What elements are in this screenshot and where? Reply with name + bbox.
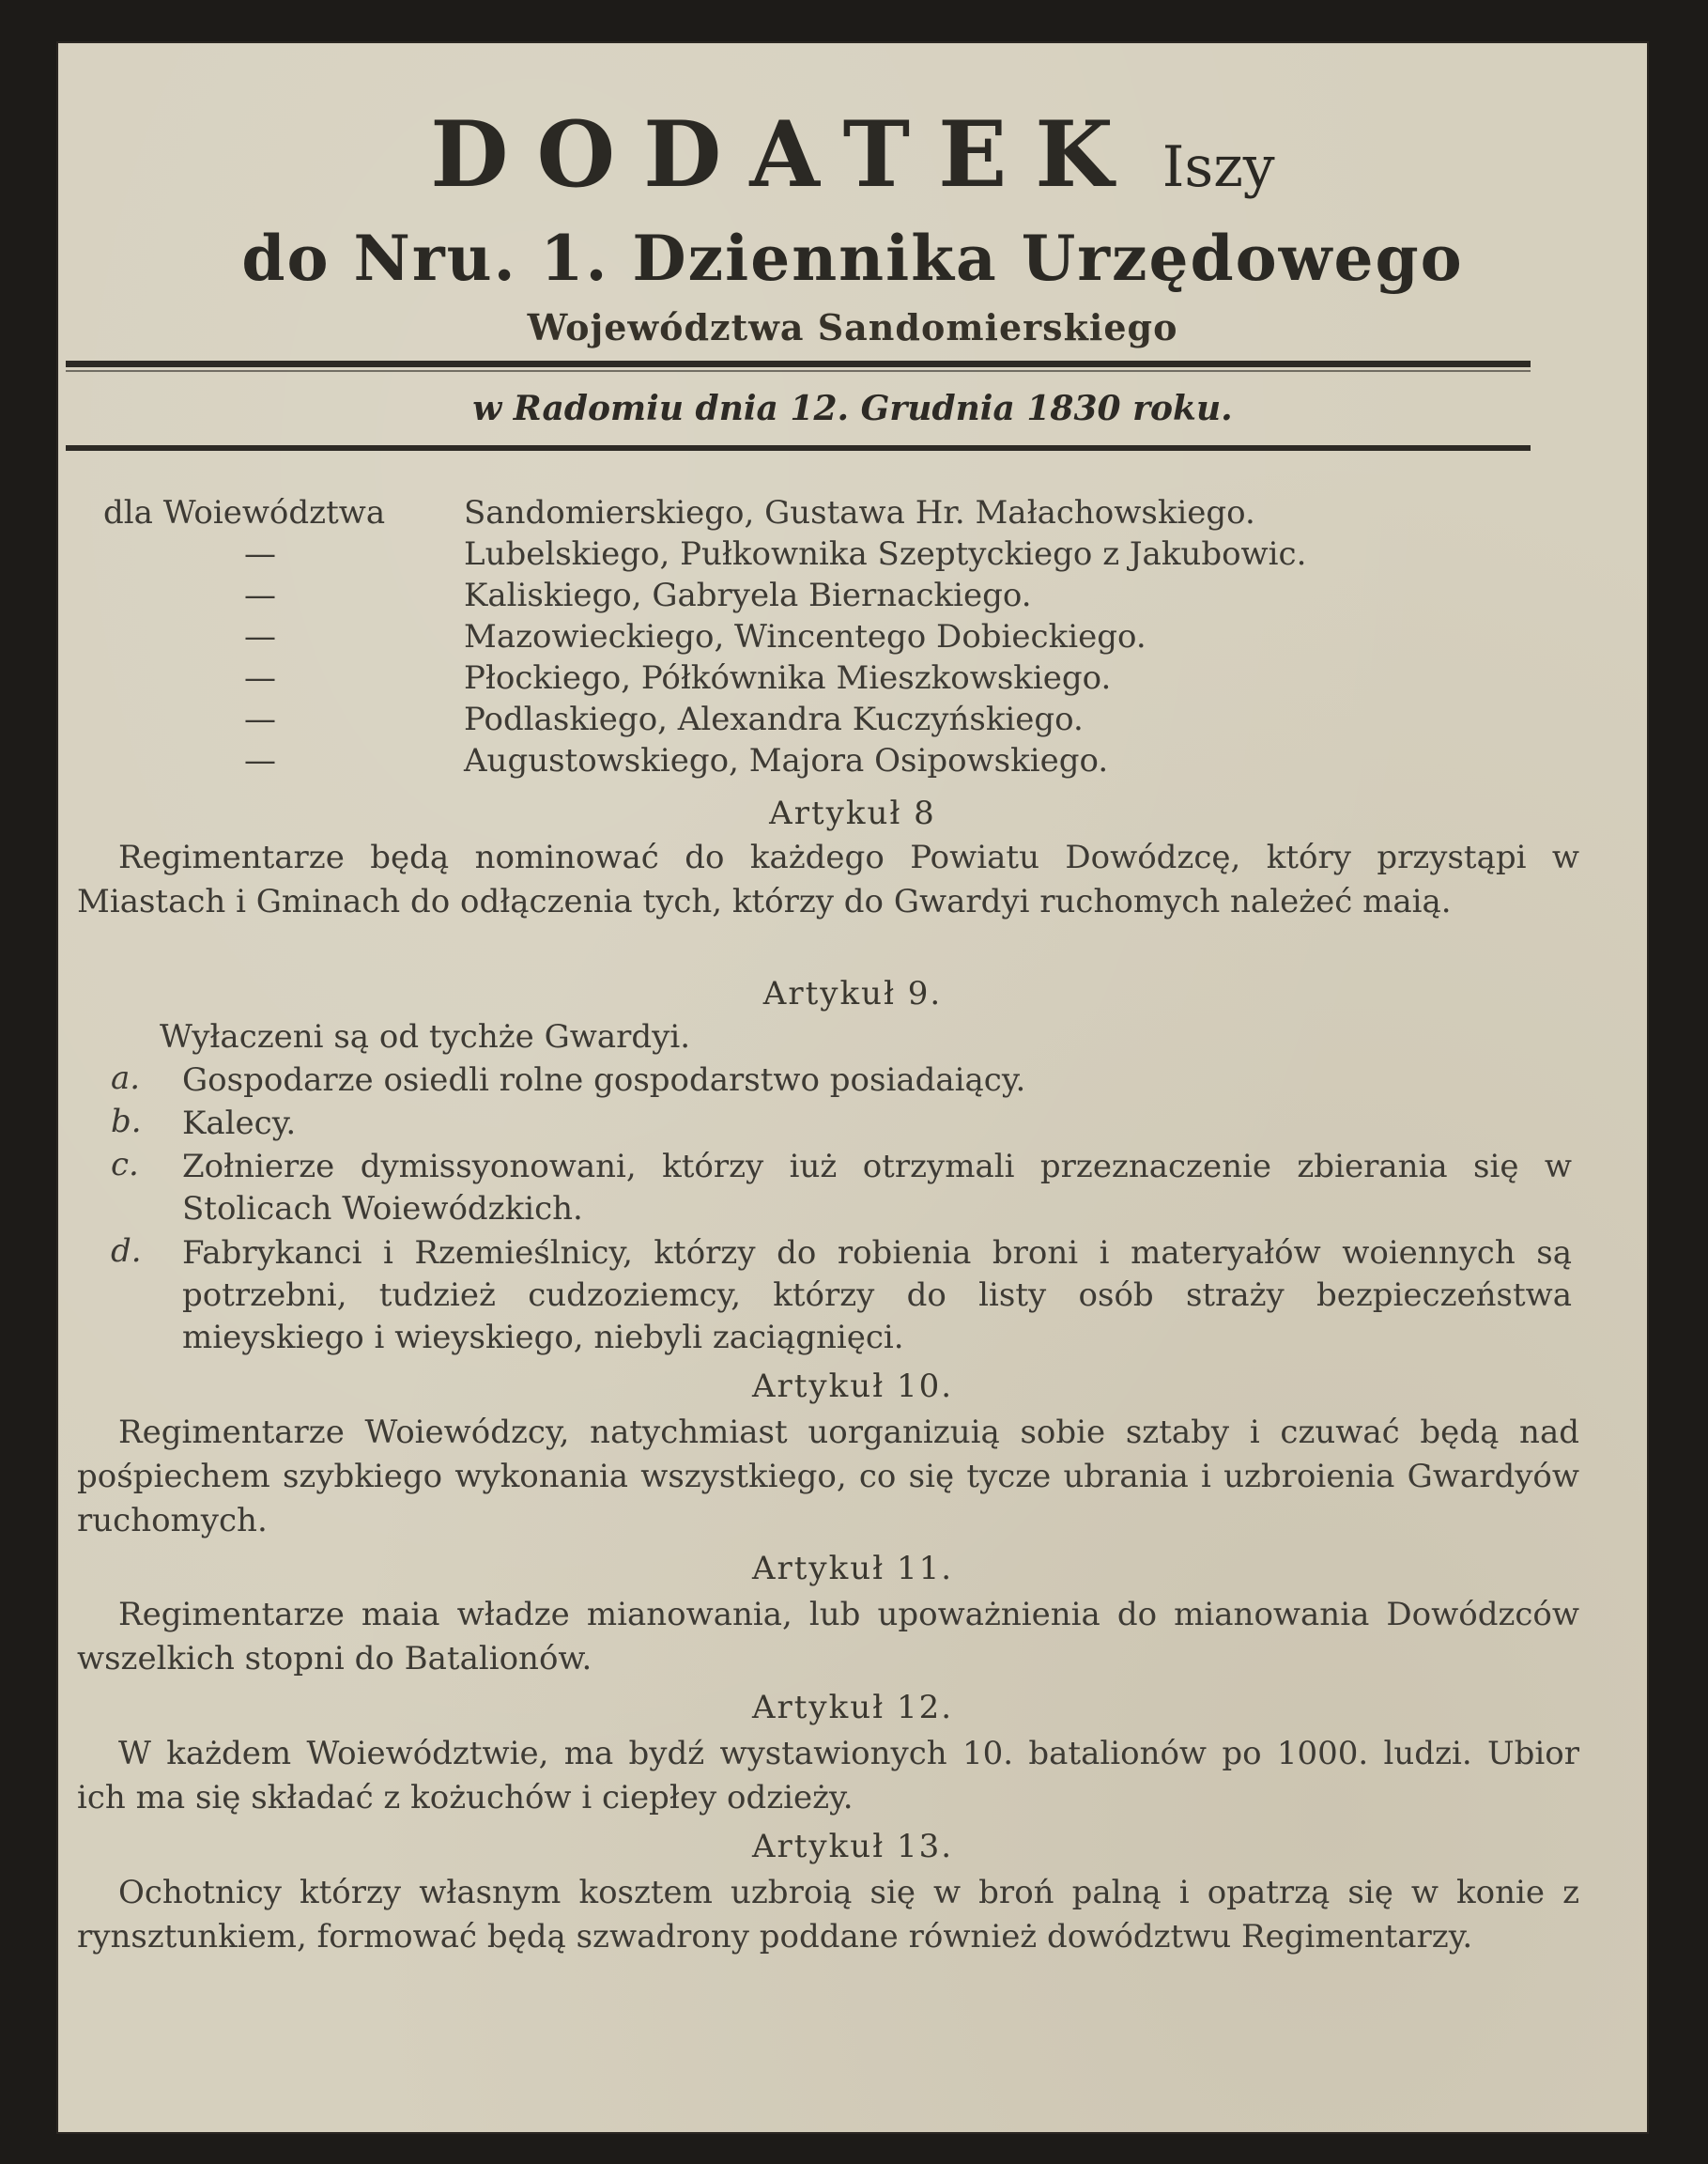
dateline: w Radomiu dnia 12. Grudnia 1830 roku. — [472, 389, 1233, 428]
voivodeship-item: Sandomierskiego, Gustawa Hr. Małachowskiego. — [464, 494, 1255, 532]
list-label: d. — [111, 1232, 142, 1270]
voivodeship-item: Płockiego, Półkównika Mieszkowskiego. — [464, 659, 1112, 697]
document-page — [58, 43, 1647, 2132]
top-rule — [66, 361, 1531, 367]
article-heading: Artykuł 11. — [751, 1550, 954, 1587]
list-label: b. — [111, 1103, 142, 1140]
bottom-rule — [66, 445, 1531, 451]
article-heading: Artykuł 12. — [751, 1689, 954, 1726]
article-text: Regimentarze będą nominować do każdego Powiatu Dowódzcę, który przystąpi w Miastach i Gminach do odłączenia tych, którzy do Gwardyi ruchomych należeć maią. — [77, 839, 1579, 920]
voivodeship-dash: — — [244, 618, 276, 656]
voivodeship-lead: dla Woiewództwa — [103, 494, 386, 532]
voivodeship-item: Podlaskiego, Alexandra Kuczyńskiego. — [464, 701, 1084, 738]
voivodeship-dash: — — [244, 535, 276, 573]
list-item: Zołnierze dymissyonowani, którzy iuż otrzymali przeznaczenie zbierania się w Stolicach Woiewódzkich. — [182, 1148, 1572, 1228]
list-label: a. — [111, 1059, 141, 1097]
article-heading: Artykuł 8 — [769, 795, 936, 832]
article-heading: Artykuł 9. — [762, 975, 943, 1012]
masthead-region: Województwa Sandomierskiego — [527, 306, 1178, 348]
masthead-title: DODATEK Iszy — [430, 101, 1275, 208]
voivodeship-item: Augustowskiego, Majora Osipowskiego. — [464, 742, 1109, 780]
voivodeship-item: Kaliskiego, Gabryela Biernackiego. — [464, 577, 1032, 614]
masthead-subtitle: do Nru. 1. Dziennika Urzędowego — [241, 222, 1464, 295]
voivodeship-item: Mazowieckiego, Wincentego Dobieckiego. — [464, 618, 1146, 656]
voivodeship-dash: — — [244, 577, 276, 614]
voivodeship-dash: — — [244, 701, 276, 738]
article-heading: Artykuł 10. — [751, 1368, 954, 1405]
article-text: W każdem Woiewództwie, ma bydź wystawionych 10. batalionów po 1000. ludzi. Ubior ich ma się składać z kożuchów i ciepłey odzieży. — [77, 1735, 1579, 1816]
article-heading: Artykuł 13. — [751, 1828, 954, 1865]
article-text: Regimentarze Woiewódzcy, natychmiast uorganizuią sobie sztaby i czuwać będą nad pośpiechem szybkiego wykonania wszystkiego, co się tycze ubrania i uzbroienia Gwardyów ruchomych. — [77, 1414, 1579, 1539]
masthead-title-suffix: Iszy — [1162, 134, 1275, 200]
voivodeship-dash: — — [244, 742, 276, 780]
voivodeship-dash: — — [244, 659, 276, 697]
list-item: Gospodarze osiedli rolne gospodarstwo posiadaiący. — [182, 1061, 1026, 1099]
article-text: Ochotnicy którzy własnym kosztem uzbroią się w broń palną i opatrzą się w konie z rynsztunkiem, formować będą szwadrony poddane również dowództwu Regimentarzy. — [77, 1874, 1579, 1955]
voivodeship-item: Lubelskiego, Pułkownika Szeptyckiego z Jakubowic. — [464, 535, 1307, 573]
list-item: Fabrykanci i Rzemieślnicy, którzy do robienia broni i materyałów woiennych są potrzebni, tudzież cudzoziemcy, którzy do listy osób straży bezpieczeństwa mieyskiego i wieyskiego, niebyli zaciągnięci. — [182, 1234, 1572, 1356]
list-item: Kalecy. — [182, 1105, 297, 1142]
article-text: Regimentarze maia władze mianowania, lub upoważnienia do mianowania Dowódzców wszelkich stopni do Batalionów. — [77, 1596, 1579, 1677]
top-rule-thin — [66, 370, 1531, 372]
article-intro: Wyłaczeni są od tychże Gwardyi. — [160, 1018, 691, 1056]
list-label: c. — [111, 1146, 139, 1183]
